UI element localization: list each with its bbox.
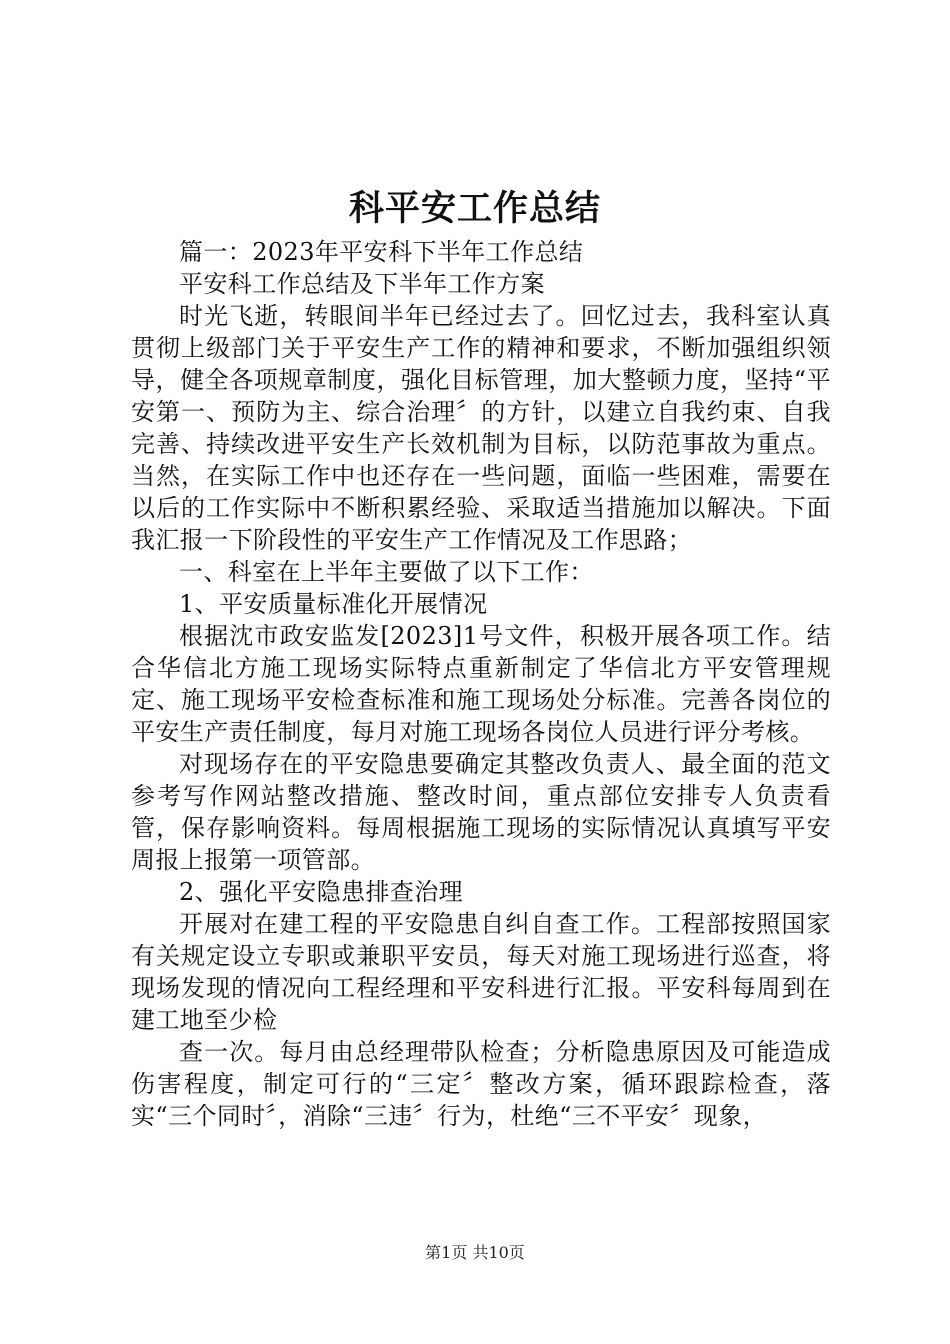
body-paragraph: 时光飞逝，转眼间半年已经过去了。回忆过去，我科室认真贯彻上级部门关于平安生产工作的精神和要求，不断加强组织领导，健全各项规章制度，强化目标管理，加大整顿力度，坚持“平安第一、预防为主、综合治理〞的方针，以建立自我约束、自我完善、持续改进平安生产长效机制为目标，以防范事故为重点。当然，在实际工作中也还存在一些问题，面临一些困难，需要在以后的工作实际中不断积累经验、采取适当措施加以解决。下面我汇报一下阶段性的平安生产工作情况及工作思路； xyxy=(131,302,831,554)
document-title: 科平安工作总结 xyxy=(348,188,601,229)
page-footer: 第1页 共10页 xyxy=(425,1243,525,1262)
body-paragraph: 根据沈市政安监发[2023]1号文件，积极开展各项工作。结合华信北方施工现场实际特点重新制定了华信北方平安管理规定、施工现场平安检查标准和施工现场处分标准。完善各岗位的平安生产责任制度，每月对施工现场各岗位人员进行评分考核。 xyxy=(131,622,831,746)
body-paragraph: 对现场存在的平安隐患要确定其整改负责人、最全面的范文参考写作网站整改措施、整改时间，重点部位安排专人负责看管，保存影响资料。每周根据施工现场的实际情况认真填写平安周报上报第一项管部。 xyxy=(131,750,831,874)
body-paragraph: 查一次。每月由总经理带队检查；分析隐患原因及可能造成伤害程度，制定可行的“三定〞整改方案，循环跟踪检查，落实“三个同时〞，消除“三违〞行为，杜绝“三不平安〞现象， xyxy=(131,1038,831,1130)
subsection-heading: 1、平安质量标准化开展情况 xyxy=(179,590,488,618)
body-paragraph: 开展对在建工程的平安隐患自纠自查工作。工程部按照国家有关规定设立专职或兼职平安员，每天对施工现场进行巡查，将现场发现的情况向工程经理和平安科进行汇报。平安科每周到在建工地至少检 xyxy=(131,910,831,1034)
subsection-heading: 2、强化平安隐患排查治理 xyxy=(179,878,464,906)
section-heading: 一、科室在上半年主要做了以下工作： xyxy=(179,558,594,586)
document-body xyxy=(131,236,831,1132)
section-subheading: 平安科工作总结及下半年工作方案 xyxy=(179,270,545,298)
section-heading: 篇一：2023年平安科下半年工作总结 xyxy=(179,238,584,266)
